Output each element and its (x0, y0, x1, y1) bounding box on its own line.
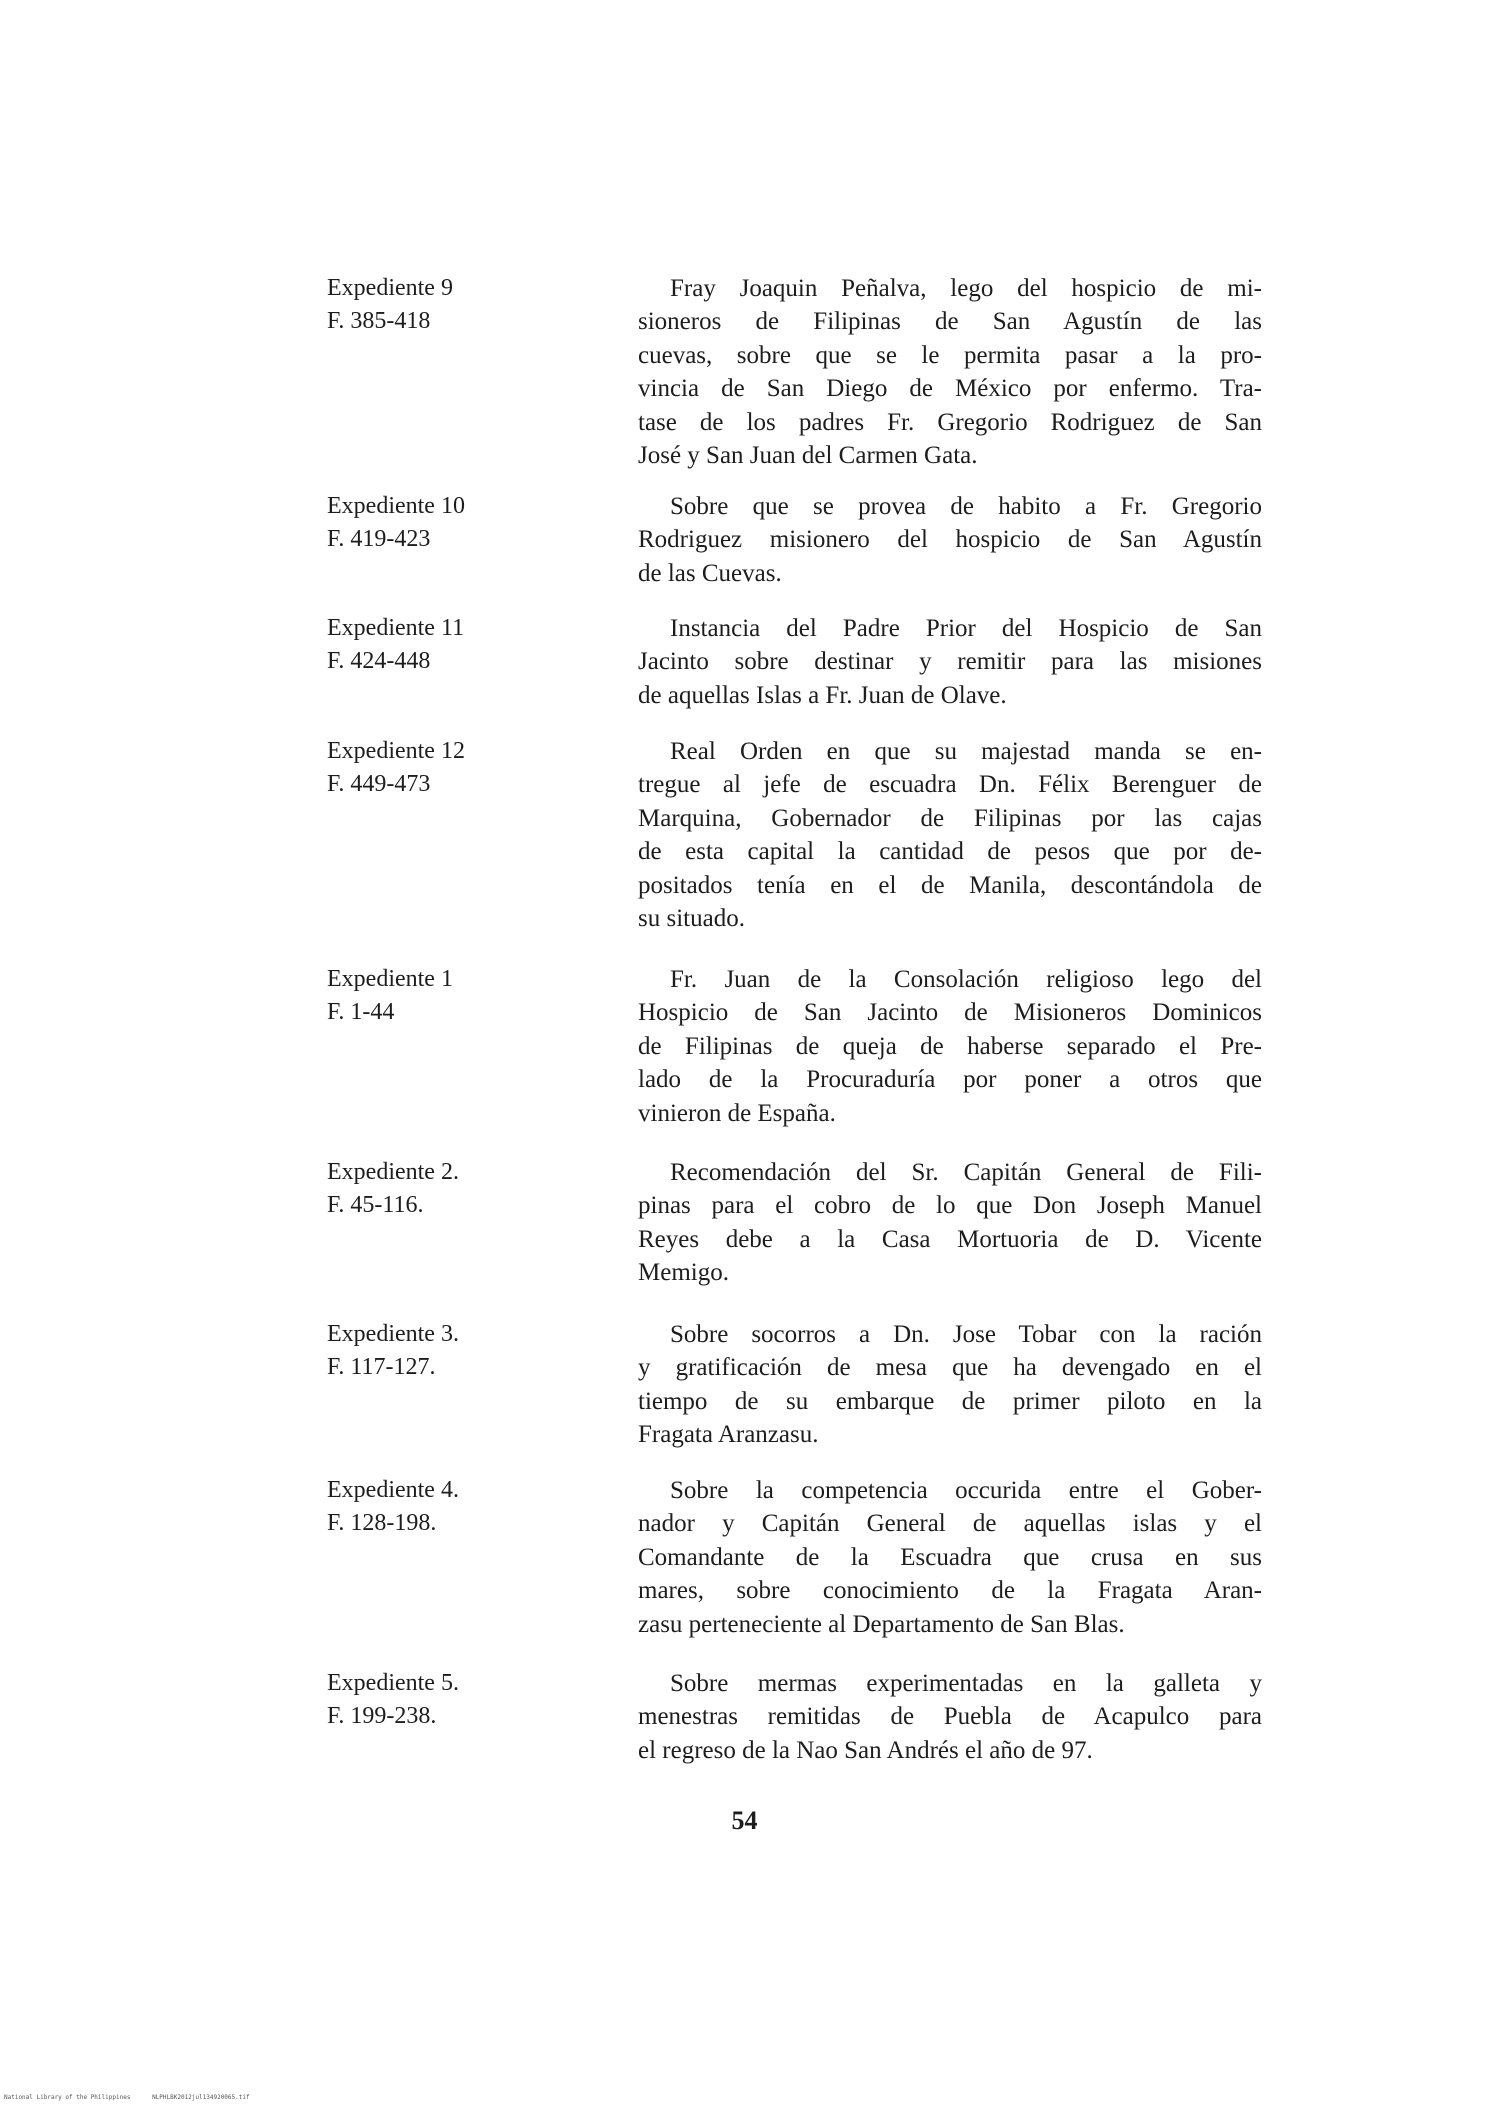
description-line: José y San Juan del Carmen Gata. (638, 441, 978, 469)
expediente-title: Expediente 11 (327, 615, 465, 641)
description-line: Instancia del Padre Prior del Hospicio de San (670, 615, 1262, 642)
expediente-description (638, 1474, 1262, 1641)
footer-file: NLPHLBK2012jul134920065.tif (152, 2094, 250, 2101)
description-line: vincia de San Diego de México por enfermo. Tra- (638, 375, 1262, 403)
expediente-description (638, 963, 1262, 1130)
expediente-reference (327, 963, 517, 1029)
expediente-title: Expediente 1 (327, 966, 453, 992)
description-line: Sobre la competencia occurida entre el Gober- (670, 1477, 1262, 1504)
description-line: mares, sobre conocimiento de la Fragata Aran- (638, 1577, 1262, 1605)
description-line: Memigo. (638, 1259, 729, 1287)
expediente-description (638, 735, 1262, 935)
description-line: lado de la Procuraduría por poner a otros que (638, 1066, 1262, 1094)
expediente-title: Expediente 9 (327, 275, 453, 301)
description-line: Sobre que se provea de habito a Fr. Gregorio (670, 493, 1262, 520)
expediente-title: Expediente 3. (327, 1321, 459, 1347)
expediente-folio: F. 449-473 (327, 771, 431, 797)
expediente-folio: F. 385-418 (327, 308, 431, 334)
description-line: de las Cuevas. (638, 559, 782, 587)
expediente-folio: F. 128-198. (327, 1510, 437, 1536)
description-line: Recomendación del Sr. Capitán General de Fili- (670, 1159, 1262, 1186)
description-line: tiempo de su embarque de primer piloto en la (638, 1387, 1262, 1415)
expediente-reference (327, 612, 517, 678)
description-line: Marquina, Gobernador de Filipinas por las cajas (638, 804, 1262, 832)
expediente-description (638, 272, 1262, 472)
description-line: vinieron de España. (638, 1099, 836, 1127)
description-line: nador y Capitán General de aquellas islas y el (638, 1510, 1262, 1538)
expediente-folio: F. 45-116. (327, 1192, 424, 1218)
description-line: Hospicio de San Jacinto de Misioneros Dominicos (638, 999, 1262, 1027)
description-line: cuevas, sobre que se le permita pasar a la pro- (638, 341, 1262, 369)
expediente-title: Expediente 5. (327, 1670, 459, 1696)
description-line: menestras remitidas de Puebla de Acapulco para (638, 1703, 1262, 1731)
scan-footer (4, 2094, 268, 2101)
expediente-reference (327, 1318, 517, 1384)
expediente-reference (327, 490, 517, 556)
description-line: su situado. (638, 904, 745, 932)
page-number: 54 (731, 1806, 758, 1835)
expediente-description (638, 1156, 1262, 1290)
expediente-title: Expediente 4. (327, 1477, 459, 1503)
description-line: Fray Joaquin Peñalva, lego del hospicio de mi- (670, 275, 1262, 302)
description-line: de esta capital la cantidad de pesos que por de- (638, 838, 1262, 866)
expediente-description (638, 1318, 1262, 1452)
expediente-reference (327, 735, 517, 801)
description-line: Rodriguez misionero del hospicio de San Agustín (638, 526, 1262, 554)
description-line: positados tenía en el de Manila, descontándola de (638, 871, 1262, 899)
expediente-title: Expediente 12 (327, 738, 465, 764)
description-line: Jacinto sobre destinar y remitir para las misiones (638, 648, 1262, 676)
expediente-title: Expediente 10 (327, 493, 465, 519)
description-line: Sobre mermas experimentadas en la galleta y (670, 1670, 1262, 1697)
description-line: de Filipinas de queja de haberse separado el Pre- (638, 1032, 1262, 1060)
description-line: Fr. Juan de la Consolación religioso lego del (670, 966, 1262, 993)
description-line: Comandante de la Escuadra que crusa en sus (638, 1543, 1262, 1571)
description-line: sioneros de Filipinas de San Agustín de las (638, 308, 1262, 336)
expediente-folio: F. 1-44 (327, 999, 395, 1025)
expediente-folio: F. 117-127. (327, 1354, 436, 1380)
description-line: zasu perteneciente al Departamento de San Blas. (638, 1610, 1125, 1638)
expediente-folio: F. 199-238. (327, 1703, 437, 1729)
description-line: Sobre socorros a Dn. Jose Tobar con la ración (670, 1321, 1262, 1348)
expediente-reference (327, 1474, 517, 1540)
description-line: Reyes debe a la Casa Mortuoria de D. Vicente (638, 1225, 1262, 1253)
description-line: Real Orden en que su majestad manda se en- (670, 738, 1262, 765)
expediente-title: Expediente 2. (327, 1159, 459, 1185)
description-line: tase de los padres Fr. Gregorio Rodriguez de San (638, 408, 1262, 436)
expediente-description (638, 612, 1262, 712)
expediente-folio: F. 424-448 (327, 648, 431, 674)
expediente-reference (327, 272, 517, 338)
expediente-description (638, 490, 1262, 590)
expediente-reference (327, 1667, 517, 1733)
description-line: tregue al jefe de escuadra Dn. Félix Berenguer de (638, 771, 1262, 799)
footer-library: National Library of the Philippines (4, 2094, 131, 2101)
description-line: y gratificación de mesa que ha devengado en el (638, 1354, 1262, 1382)
description-line: de aquellas Islas a Fr. Juan de Olave. (638, 681, 1007, 709)
description-line: pinas para el cobro de lo que Don Joseph Manuel (638, 1192, 1262, 1220)
description-line: Fragata Aranzasu. (638, 1421, 819, 1449)
expediente-description (638, 1667, 1262, 1767)
description-line: el regreso de la Nao San Andrés el año de 97. (638, 1736, 1093, 1764)
expediente-reference (327, 1156, 517, 1222)
expediente-folio: F. 419-423 (327, 526, 431, 552)
